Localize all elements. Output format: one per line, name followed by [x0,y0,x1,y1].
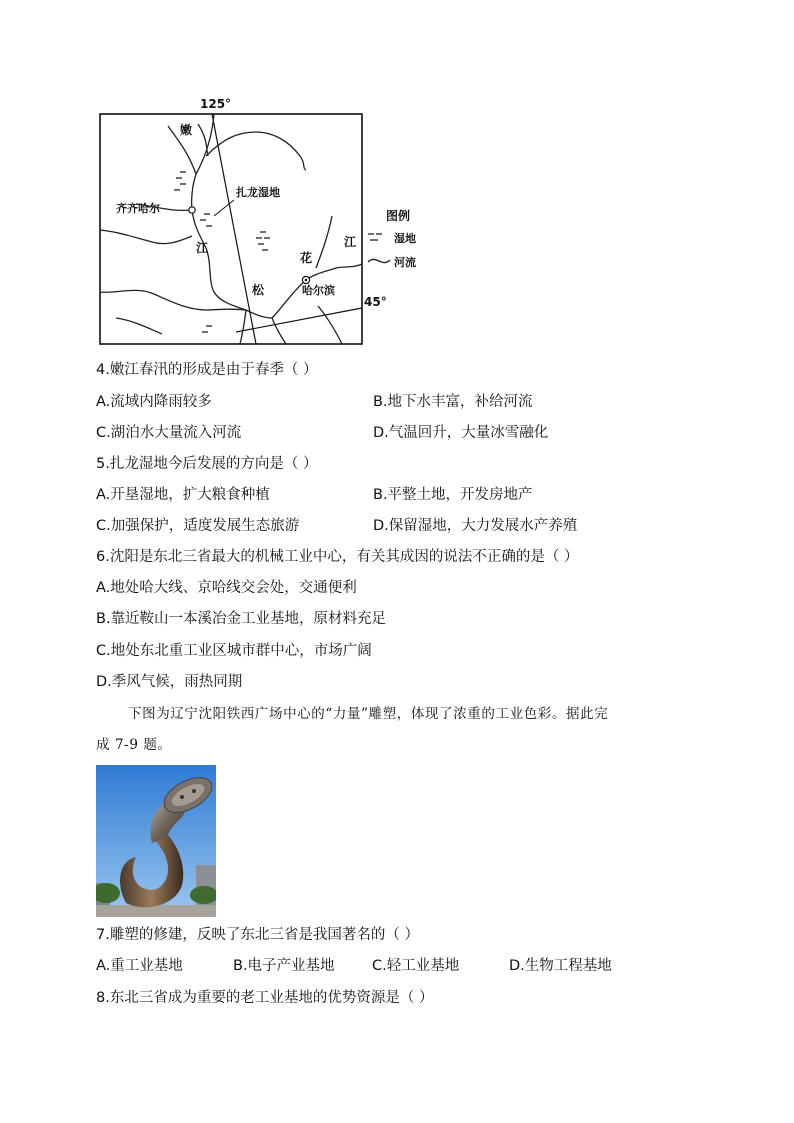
sculpture-bolt [192,789,196,793]
label-qiqihar: 齐齐哈尔 [116,202,160,215]
platform [96,905,216,917]
legend-wetland-icon [368,234,382,240]
q4-option-c: C.湖泊水大量流入河流 [96,425,242,441]
legend-river-label: 河流 [394,256,416,269]
question-5-stem: 5.扎龙湿地今后发展的方向是（ ） [96,456,318,472]
label-song: 松 [252,283,265,297]
question-4-stem: 4.嫩江春汛的形成是由于春季（ ） [96,362,318,378]
legend-wetland-label: 湿地 [394,232,416,245]
intro-line-1: 下图为辽宁沈阳铁西广场中心的“力量”雕塑，体现了浓重的工业色彩。据此完 [128,706,609,722]
q4-option-d: D.气温回升，大量冰雪融化 [373,425,549,441]
question-6-stem: 6.沈阳是东北三省最大的机械工业中心，有关其成因的说法不正确的是（ ） [96,549,579,565]
q6-option-c: C.地处东北重工业区城市群中心，市场广阔 [96,643,372,659]
legend-title: 图例 [386,209,411,223]
question-7-stem: 7.雕塑的修建，反映了东北三省是我国著名的（ ） [96,927,419,943]
q5-option-d: D.保留湿地，大力发展水产养殖 [373,518,578,534]
latitude-label: 45° [364,295,387,309]
question-8-stem: 8.东北三省成为重要的老工业基地的优势资源是（ ） [96,990,434,1006]
q5-option-b: B.平整土地，开发房地产 [373,487,533,503]
label-nen: 嫩 [180,123,193,137]
sculpture-bolt [180,795,184,799]
label-jiang-left: 江 [196,241,209,255]
q7-option-a: A.重工业基地 [96,958,183,974]
intro-line-2: 成 7-9 题。 [96,737,172,753]
map-legend [368,208,416,269]
qiqihar-marker [189,207,195,213]
sculpture-photo [96,765,216,917]
longitude-label: 125° [200,97,232,111]
q5-option-a: A.开垦湿地，扩大粮食种植 [96,487,270,503]
q6-option-a: A.地处哈大线、京哈线交会处，交通便利 [96,580,357,596]
q7-option-d: D.生物工程基地 [509,958,612,974]
q5-option-c: C.加强保护，适度发展生态旅游 [96,518,300,534]
q6-option-b: B.靠近鞍山一本溪冶金工业基地，原材料充足 [96,611,387,627]
label-hua: 花 [300,251,313,265]
q7-option-c: C.轻工业基地 [372,958,460,974]
q7-option-b: B.电子产业基地 [233,958,335,974]
label-jiang-right: 江 [344,235,357,249]
region-map [96,96,436,348]
label-zhalong: 扎龙湿地 [236,186,280,199]
label-harbin: 哈尔滨 [302,284,335,297]
q6-option-d: D.季风气候，雨热同期 [96,674,243,690]
q4-option-b: B.地下水丰富，补给河流 [373,394,533,410]
harbin-marker-dot [305,279,308,282]
q4-option-a: A.流域内降雨较多 [96,394,212,410]
legend-river-icon [368,259,390,262]
